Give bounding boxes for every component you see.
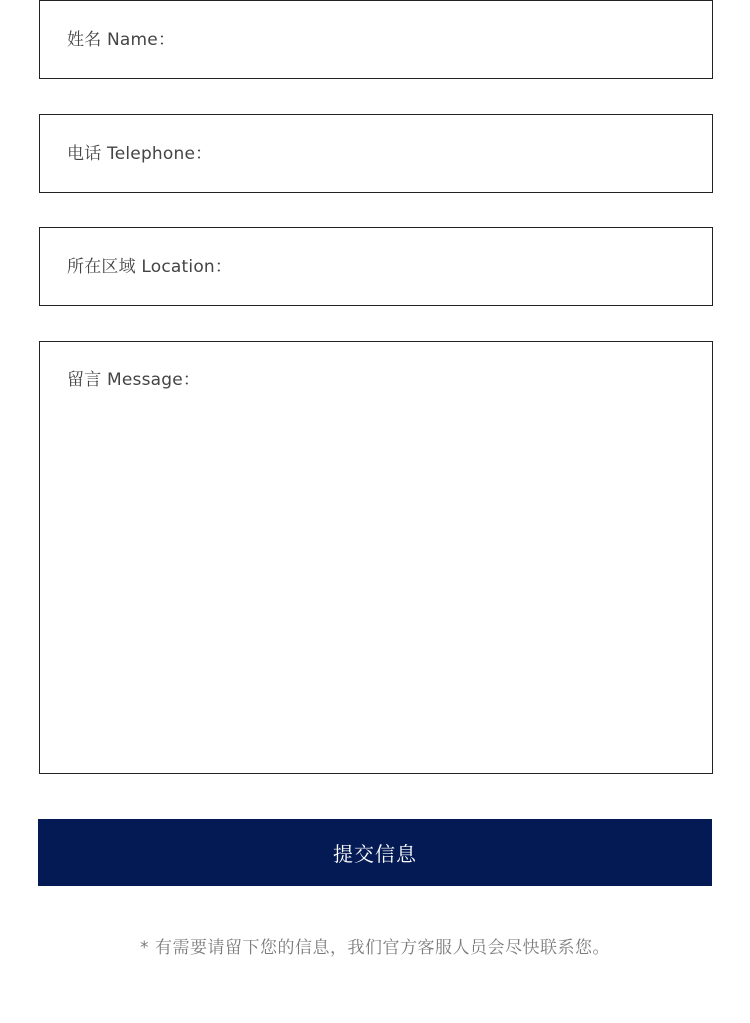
name-field[interactable] [39,0,713,79]
telephone-field[interactable] [39,114,713,193]
telephone-label: 电话 Telephone： [67,143,213,164]
location-field[interactable] [39,227,713,306]
submit-button[interactable]: 提交信息 [38,819,712,886]
location-label: 所在区域 Location： [67,256,233,277]
contact-note: * 有需要请留下您的信息，我们官方客服人员会尽快联系您。 [140,938,610,958]
message-textarea[interactable] [39,341,713,774]
name-label: 姓名 Name： [67,29,176,50]
message-label: 留言 Message： [67,370,201,390]
